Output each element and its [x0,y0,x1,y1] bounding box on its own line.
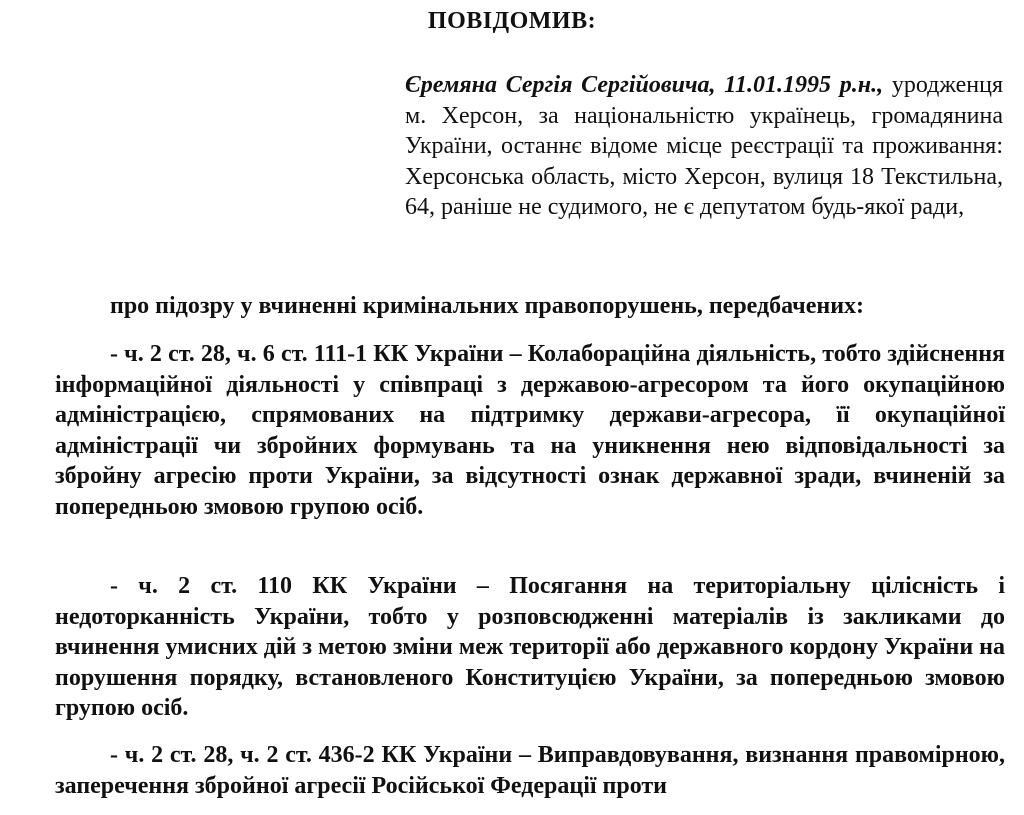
charge-paragraph-1: - ч. 2 ст. 28, ч. 6 ст. 111-1 КК України – Колабораційна діяльність, тобто здійснення інформаційної діяльності у співпраці з державою-агресором та його окупаційною адміністрацією, спрямованих на підтримку держави-агресора, її окупаційної адміністрації чи збройних формувань та на уникнення нею відповідальності за збройну агресію проти України, за відсутності ознак державної зради, вчиненій за попередньою змовою групою осіб. [55,341,1005,520]
charge-paragraph-2: - ч. 2 ст. 110 КК України – Посягання на територіальну цілісність і недоторканність України, тобто у розповсюдженні матеріалів із закликами до вчинення умисних дій з метою зміни меж території або державного кордону України на порушення порядку, встановленого Конституцією України, за попередньою змовою групою осіб. [55,573,1005,721]
document-title: ПОВІДОМИВ: [427,8,597,34]
suspect-name: Єремяна Сергія Сергійовича, 11.01.1995 р.н., [405,72,884,98]
suspect-info: уродженця м. Херсон, за національністю українець, громадянина України, останнє відоме місце реєстрації та проживання: Херсонська область, місто Херсон, вулиця 18 Текстильна, 64, раніше не судимого, не є депутатом будь-якої ради, [405,72,1004,220]
suspicion-intro: про підозру у вчиненні кримінальних правопорушень, передбачених: [110,293,865,319]
charge-paragraph-3: - ч. 2 ст. 28, ч. 2 ст. 436-2 КК України – Виправдовування, визнання правомірною, заперечення збройної агресії Російської Федерації проти [55,742,1005,799]
suspect-details [405,70,1003,223]
